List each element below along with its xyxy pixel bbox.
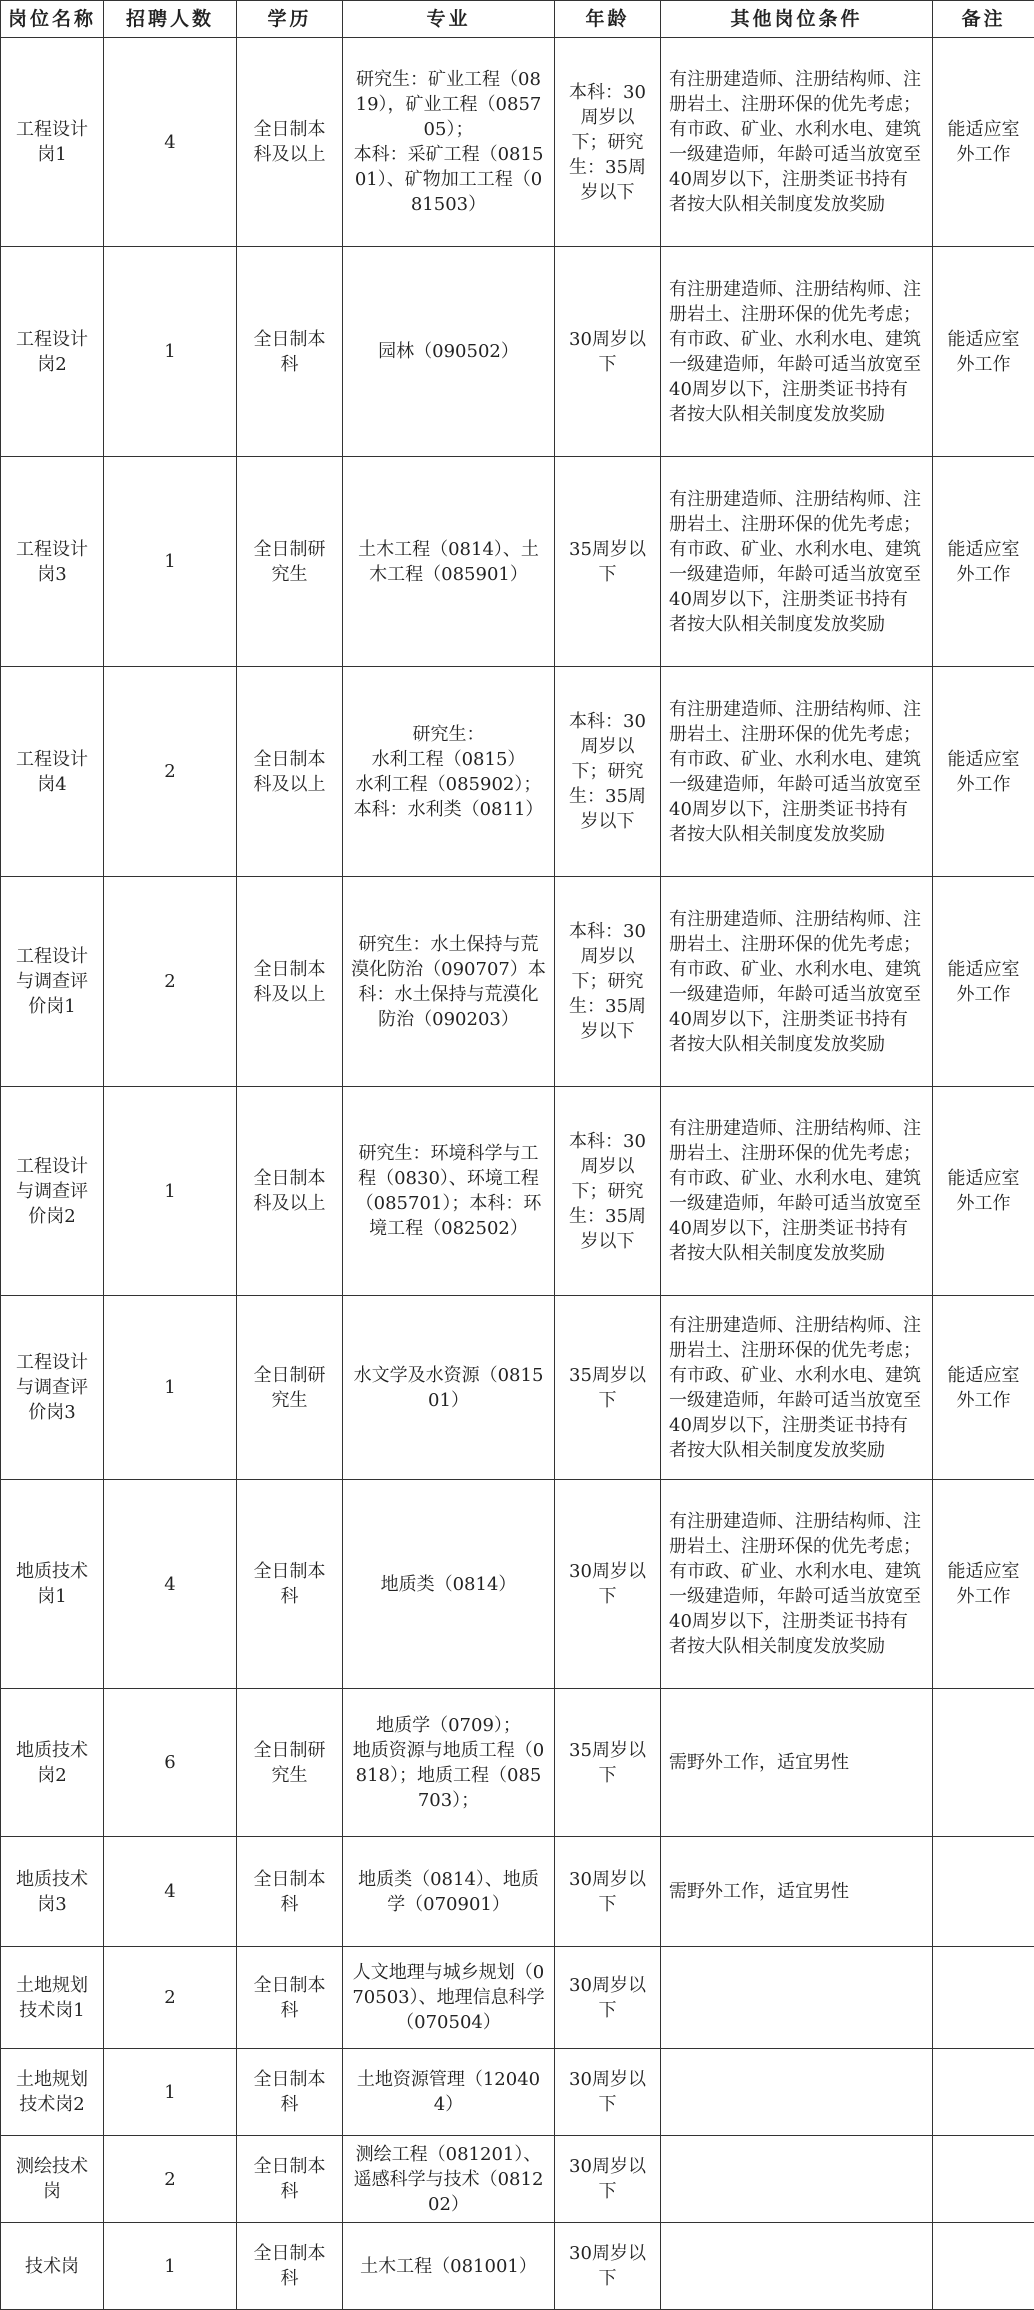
cell-recruit-count: 2 [104,2136,237,2223]
cell-recruit-count: 1 [104,247,237,457]
cell-position-name: 地质技术岗1 [1,1480,104,1689]
cell-other-conditions [661,2223,933,2310]
table-row [1,38,1034,247]
cell-other-conditions: 有注册建造师、注册结构师、注册岩土、注册环保的优先考虑；有市政、矿业、水利水电、建筑一级建造师，年龄可适当放宽至40周岁以下，注册类证书持有者按大队相关制度发放奖励 [661,247,933,457]
table-row [1,2136,1034,2223]
table-row [1,1837,1034,1947]
cell-education: 全日制研究生 [237,1296,343,1480]
cell-recruit-count: 1 [104,457,237,667]
table-row [1,1480,1034,1689]
header-remarks: 备注 [933,1,1034,38]
cell-age: 35周岁以下 [555,1689,661,1837]
cell-position-name: 技术岗 [1,2223,104,2310]
cell-remarks: 能适应室外工作 [933,877,1034,1087]
cell-age: 30周岁以下 [555,2223,661,2310]
cell-recruit-count: 1 [104,1296,237,1480]
cell-major: 研究生：矿业工程（0819），矿业工程（085705）； 本科：采矿工程（081501）、矿物加工工程（081503） [343,38,555,247]
cell-remarks: 能适应室外工作 [933,1296,1034,1480]
cell-major: 人文地理与城乡规划（070503）、地理信息科学（070504） [343,1947,555,2049]
cell-major: 水文学及水资源（081501） [343,1296,555,1480]
cell-position-name: 土地规划技术岗2 [1,2049,104,2136]
cell-major: 研究生：水土保持与荒漠化防治（090707）本科：水土保持与荒漠化防治（090203） [343,877,555,1087]
cell-major: 地质类（0814） [343,1480,555,1689]
cell-remarks [933,1837,1034,1947]
cell-recruit-count: 1 [104,2223,237,2310]
cell-position-name: 工程设计与调查评价岗1 [1,877,104,1087]
cell-position-name: 土地规划技术岗1 [1,1947,104,2049]
cell-remarks: 能适应室外工作 [933,667,1034,877]
cell-education: 全日制本科 [237,1480,343,1689]
cell-position-name: 测绘技术岗 [1,2136,104,2223]
cell-age: 本科：30周岁以下；研究生：35周岁以下 [555,877,661,1087]
cell-remarks [933,2223,1034,2310]
cell-education: 全日制本科 [237,1837,343,1947]
cell-education: 全日制研究生 [237,457,343,667]
cell-education: 全日制本科 [237,2136,343,2223]
cell-recruit-count: 4 [104,1837,237,1947]
cell-other-conditions: 有注册建造师、注册结构师、注册岩土、注册环保的优先考虑；有市政、矿业、水利水电、建筑一级建造师，年龄可适当放宽至40周岁以下，注册类证书持有者按大队相关制度发放奖励 [661,1087,933,1296]
cell-education: 全日制研究生 [237,1689,343,1837]
table-row [1,1296,1034,1480]
table-row [1,1689,1034,1837]
cell-remarks [933,1689,1034,1837]
cell-remarks [933,1947,1034,2049]
cell-other-conditions: 需野外工作，适宜男性 [661,1689,933,1837]
cell-other-conditions: 有注册建造师、注册结构师、注册岩土、注册环保的优先考虑；有市政、矿业、水利水电、建筑一级建造师，年龄可适当放宽至40周岁以下，注册类证书持有者按大队相关制度发放奖励 [661,457,933,667]
cell-major: 园林（090502） [343,247,555,457]
cell-position-name: 工程设计岗2 [1,247,104,457]
cell-other-conditions: 有注册建造师、注册结构师、注册岩土、注册环保的优先考虑；有市政、矿业、水利水电、建筑一级建造师，年龄可适当放宽至40周岁以下，注册类证书持有者按大队相关制度发放奖励 [661,38,933,247]
cell-other-conditions [661,2049,933,2136]
cell-age: 30周岁以下 [555,1837,661,1947]
cell-major: 土地资源管理（120404） [343,2049,555,2136]
header-position-name: 岗位名称 [1,1,104,38]
cell-other-conditions: 有注册建造师、注册结构师、注册岩土、注册环保的优先考虑；有市政、矿业、水利水电、建筑一级建造师，年龄可适当放宽至40周岁以下，注册类证书持有者按大队相关制度发放奖励 [661,1480,933,1689]
table-row [1,1947,1034,2049]
header-education: 学历 [237,1,343,38]
cell-recruit-count: 4 [104,1480,237,1689]
cell-education: 全日制本科及以上 [237,877,343,1087]
cell-major: 土木工程（081001） [343,2223,555,2310]
cell-remarks: 能适应室外工作 [933,1087,1034,1296]
cell-other-conditions [661,1947,933,2049]
cell-position-name: 地质技术岗3 [1,1837,104,1947]
cell-recruit-count: 2 [104,667,237,877]
cell-age: 30周岁以下 [555,1947,661,2049]
cell-recruit-count: 2 [104,877,237,1087]
cell-major: 地质学（0709）； 地质资源与地质工程（0818）；地质工程（085703）； [343,1689,555,1837]
cell-education: 全日制本科 [237,247,343,457]
cell-age: 本科：30周岁以下；研究生：35周岁以下 [555,1087,661,1296]
cell-major: 地质类（0814）、地质学（070901） [343,1837,555,1947]
cell-age: 35周岁以下 [555,457,661,667]
header-age: 年龄 [555,1,661,38]
header-recruit-count: 招聘人数 [104,1,237,38]
cell-other-conditions: 需野外工作，适宜男性 [661,1837,933,1947]
cell-age: 30周岁以下 [555,1480,661,1689]
table-row [1,2049,1034,2136]
table-row [1,667,1034,877]
cell-age: 35周岁以下 [555,1296,661,1480]
cell-other-conditions: 有注册建造师、注册结构师、注册岩土、注册环保的优先考虑；有市政、矿业、水利水电、建筑一级建造师，年龄可适当放宽至40周岁以下，注册类证书持有者按大队相关制度发放奖励 [661,667,933,877]
cell-position-name: 工程设计岗3 [1,457,104,667]
cell-major: 研究生：环境科学与工程（0830）、环境工程（085701）；本科：环境工程（082502） [343,1087,555,1296]
cell-major: 测绘工程（081201）、遥感科学与技术（081202） [343,2136,555,2223]
cell-education: 全日制本科及以上 [237,1087,343,1296]
cell-major: 土木工程（0814）、土木工程（085901） [343,457,555,667]
cell-recruit-count: 4 [104,38,237,247]
cell-position-name: 工程设计与调查评价岗2 [1,1087,104,1296]
cell-age: 本科：30周岁以下；研究生：35周岁以下 [555,667,661,877]
cell-recruit-count: 2 [104,1947,237,2049]
cell-education: 全日制本科 [237,2049,343,2136]
cell-major: 研究生： 水利工程（0815） 水利工程（085902）； 本科：水利类（0811） [343,667,555,877]
cell-age: 30周岁以下 [555,2049,661,2136]
cell-education: 全日制本科 [237,1947,343,2049]
table-row [1,457,1034,667]
cell-position-name: 工程设计与调查评价岗3 [1,1296,104,1480]
cell-remarks: 能适应室外工作 [933,38,1034,247]
cell-remarks: 能适应室外工作 [933,1480,1034,1689]
cell-position-name: 地质技术岗2 [1,1689,104,1837]
cell-education: 全日制本科 [237,2223,343,2310]
table-row [1,1087,1034,1296]
header-major: 专业 [343,1,555,38]
cell-education: 全日制本科及以上 [237,38,343,247]
cell-remarks: 能适应室外工作 [933,247,1034,457]
cell-other-conditions [661,2136,933,2223]
cell-remarks [933,2049,1034,2136]
cell-position-name: 工程设计岗4 [1,667,104,877]
cell-remarks: 能适应室外工作 [933,457,1034,667]
cell-recruit-count: 6 [104,1689,237,1837]
cell-recruit-count: 1 [104,1087,237,1296]
header-other-conditions: 其他岗位条件 [661,1,933,38]
cell-other-conditions: 有注册建造师、注册结构师、注册岩土、注册环保的优先考虑；有市政、矿业、水利水电、建筑一级建造师，年龄可适当放宽至40周岁以下，注册类证书持有者按大队相关制度发放奖励 [661,877,933,1087]
header-row [1,1,1034,38]
cell-other-conditions: 有注册建造师、注册结构师、注册岩土、注册环保的优先考虑；有市政、矿业、水利水电、建筑一级建造师，年龄可适当放宽至40周岁以下，注册类证书持有者按大队相关制度发放奖励 [661,1296,933,1480]
cell-education: 全日制本科及以上 [237,667,343,877]
cell-age: 30周岁以下 [555,2136,661,2223]
cell-remarks [933,2136,1034,2223]
cell-position-name: 工程设计岗1 [1,38,104,247]
cell-age: 30周岁以下 [555,247,661,457]
cell-recruit-count: 1 [104,2049,237,2136]
cell-age: 本科：30周岁以下；研究生：35周岁以下 [555,38,661,247]
table-row [1,877,1034,1087]
table-row [1,247,1034,457]
table-row [1,2223,1034,2310]
